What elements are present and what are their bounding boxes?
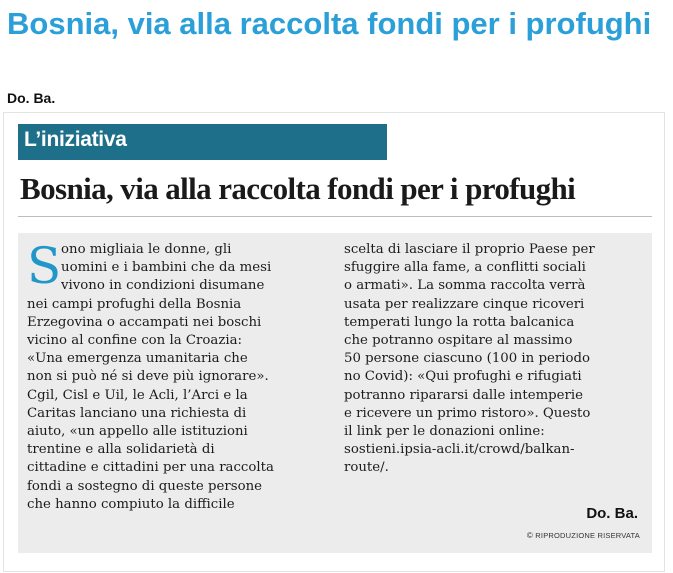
body-line: sfuggire alla fame, a conflitti sociali [344,260,586,276]
rights-notice [527,531,640,540]
body-line: vicino al confine con la Croazia: [27,333,242,349]
body-line: trentine e alla solidarietà di [27,442,215,458]
body-line: vivono in condizioni disumane [61,278,265,294]
article-byline: Do. Ba. [7,90,56,106]
body-line: fondi a sostegno di queste persone [27,478,263,494]
body-line: no Covid): «Qui profughi e rifugiati [344,369,582,385]
body-line: usata per realizzare cinque ricoveri [344,296,585,312]
body-line: ono migliaia le donne, gli [61,242,232,257]
body-line: e ricevere un primo ristoro». Questo [344,405,591,421]
body-line: nei campi profughi della Bosnia [27,296,242,312]
body-line: che hanno compiuto la difficile [27,496,235,512]
article-body [18,233,652,553]
body-line: scelta di lasciare il proprio Paese per [344,242,595,257]
article-signature: Do. Ba. [586,505,638,522]
body-line: cittadine e cittadini per una raccolta [27,460,274,476]
right-column [344,241,644,478]
newspaper-clipping [3,112,665,572]
body-line: Erzegovina o accampati nei boschi [27,314,262,330]
headline-divider [18,216,652,217]
article-title: Bosnia, via alla raccolta fondi per i profughi [7,6,652,41]
body-line: potranno ripararsi dalle intemperie [344,387,584,403]
body-line: «Una emergenza umanitaria che [27,351,248,367]
section-tag-label: L’iniziativa [24,128,127,151]
body-line: temperati lungo la rotta balcanica [344,314,575,330]
body-line: 50 persone ciascuno (100 in periodo [344,351,590,367]
drop-cap: S [27,237,62,295]
section-tag [18,124,387,160]
rights-text: RIPRODUZIONE RISERVATA [535,531,640,540]
left-column [27,237,324,514]
body-line: Caritas lanciano una richiesta di [27,405,247,421]
body-line: il link per le donazioni online: [344,424,545,440]
body-line: che potranno ospitare al massimo [344,333,573,349]
body-line: o armati». La somma raccolta verrà [344,278,586,294]
copyright-symbol: © [526,531,533,540]
body-line: sostieni.ipsia-acli.it/crowd/balkan- [344,442,575,458]
body-line: aiuto, «un appello alle istituzioni [27,424,248,440]
clipping-headline: Bosnia, via alla raccolta fondi per i profughi [20,171,576,206]
body-line: non si può né si deve più ignorare». [27,369,269,385]
body-line: route/. [344,460,389,476]
body-line: Cgil, Cisl e Uil, le Acli, l’Arci e la [27,387,248,403]
body-line: uomini e i bambini che da mesi [61,260,272,276]
